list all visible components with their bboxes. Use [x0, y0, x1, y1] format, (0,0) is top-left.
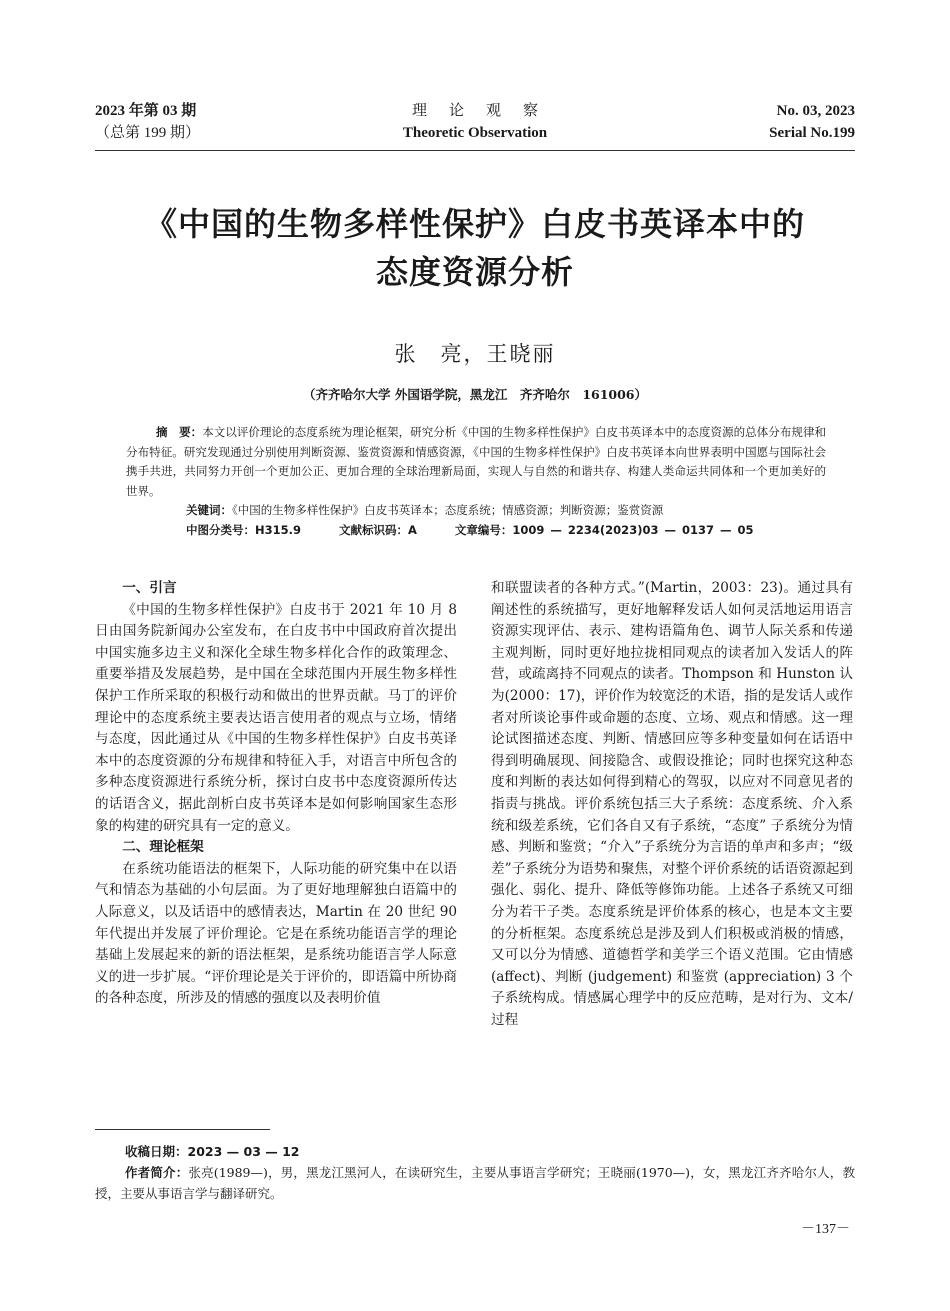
abstract-label: 摘 要： [156, 425, 203, 439]
author-bio [95, 1162, 855, 1204]
footnotes [95, 1141, 855, 1204]
header-right [769, 100, 855, 144]
body-column-left [95, 578, 457, 1010]
received-value: 2023 — 03 — 12 [187, 1144, 300, 1159]
keywords-text: 《中国的生物多样性保护》白皮书英译本；态度系统；情感资源；判断资源；鉴赏资源 [232, 503, 664, 517]
keywords-label: 关键词： [186, 503, 232, 517]
article-number: 文章编号：1009 — 2234(2023)03 — 0137 — 05 [454, 522, 754, 537]
journal-en: Theoretic Observation [402, 125, 548, 141]
document-code: 文献标识码：A [339, 522, 417, 537]
article-title [0, 200, 950, 296]
section-1-paragraph: 《中国的生物多样性保护》白皮书于 2021 年 10 月 8 日由国务院新闻办公室发布，在白皮书中中国政府首次提出中国实施多边主义和深化全球生物多样化合作的政策理念、重要举措及发展趋势，是中国在全球范围内开展生物多样性保护工作所采取的积极行动和做出的世界贡献。马丁的评价理论中的态度系统主要表达语言使用者的观点与立场，情绪与态度，因此通过从《中国的生物多样性保护》白皮书英译本中的态度资源的分布规律和特征入手，对语言中所包含的多种态度资源进行系统分析，探讨白皮书中态度资源所传达的话语含义，据此剖析白皮书英译本是如何影响国家生态形象的构建的研究具有一定的意义。 [95, 601, 457, 834]
received-label: 收稿日期： [125, 1144, 188, 1159]
bio-label: 作者简介： [125, 1165, 189, 1180]
section-2-heading: 二、理论框架 [122, 839, 204, 856]
title-line-2: 态度资源分析 [375, 253, 574, 291]
keywords [126, 501, 826, 521]
classification-line [126, 521, 826, 541]
abstract-text: 本文以评价理论的态度系统为理论框架，研究分析《中国的生物多样性保护》白皮书英译本中的态度资源的总体分布规律和分布特征。研究发现通过分别使用判断资源、鉴赏资源和情感资源，《中国的生物多样性保护》白皮书英译本向世界表明中国愿与国际社会携手共进，共同努力开创一个更加公正、更加合理的全球治理新局面，实现人与自然的和谐共存、构建人类命运共同体和一个更加美好的世界。 [126, 425, 827, 498]
received-date [95, 1141, 855, 1162]
body-column-right [491, 578, 853, 1031]
issue-en: No. 03, 2023 [776, 103, 855, 119]
page-number: －137－ [801, 1222, 850, 1237]
issue-cn: 2023 年第 03 期 [95, 103, 197, 119]
abstract [126, 423, 826, 501]
affiliation: （齐齐哈尔大学 外国语学院，黑龙江 齐齐哈尔 161006） [302, 387, 648, 402]
bio-text: 张亮(1989—)，男，黑龙江黑河人，在读研究生，主要从事语言学研究；王晓丽(1970—)，女，黑龙江齐齐哈尔人，教授，主要从事语言学与翻译研究。 [95, 1165, 855, 1201]
right-column-paragraph: 和联盟读者的各种方式。”(Martin，2003：23)。通过具有阐述性的系统描写，更好地解释发话人如何灵活地运用语言资源实现评估、表示、建构语篇角色、调节人际关系和传递主观判断，同时更好地拉拢相同观点的读者加入发话人的阵营，或疏离持不同观点的读者。Thompson 和 Hunston 认为(2000：17)，评价作为较宽泛的术语，指的是发话人或作者对所谈论事件或命题的态度、立场、观点和情感。这一理论试图描述态度、判断、情感回应等多种变量如何在话语中得到明确展现、间接隐含、或假设推论；同时也探究这种态度和判断的表达如何得到精心的驾驭，以应对不同意见者的指责与挑战。评价系统包括三大子系统：态度系统、介入系统和级差系统，它们各自又有子系统，“态度” 子系统分为情感、判断和鉴赏；“介入”子系统分为言语的单声和多声；“级差”子系统分为语势和聚焦，对整个评价系统的话语资源起到强化、弱化、提升、降低等修饰功能。上述各子系统又可细分为若干子类。态度系统是评价体系的核心，也是本文主要的分析框架。态度系统总是涉及到人们积极或消极的情感，又可以分为情感、道德哲学和美学三个语义范围。它由情感 (affect)、判断 (judgement) 和鉴赏 (appreciation) 3 个子系统构成。情感属心理学中的反应范畴，是对行为、文本/过程 [491, 580, 853, 1028]
abstract-block [126, 423, 826, 540]
section-2-paragraph: 在系统功能语法的框架下，人际功能的研究集中在以语气和情态为基础的小句层面。为了更好地理解独白语篇中的人际意义，以及话语中的感情表达，Martin 在 20 世纪 90 年代提出并发展了评价理论。它是在系统功能语言学的理论基础上发展起来的新的语法框架，是系统功能语言学人际意义的进一步扩展。“评价理论是关于评价的，即语篇中所协商的各种态度，所涉及的情感的强度以及表明价值 [95, 860, 457, 1007]
title-line-1: 《中国的生物多样性保护》白皮书英译本中的 [144, 205, 805, 243]
serial-en: Serial No.199 [769, 125, 855, 141]
journal-cn: 理论观察 [411, 103, 560, 119]
clc-number: 中图分类号：H315.9 [186, 522, 301, 537]
header-rule [95, 150, 855, 151]
footnote-rule [95, 1129, 270, 1130]
serial-cn: （总第 199 期） [95, 125, 201, 141]
authors: 张 亮，王晓丽 [394, 342, 556, 366]
section-1-heading: 一、引言 [122, 580, 177, 596]
